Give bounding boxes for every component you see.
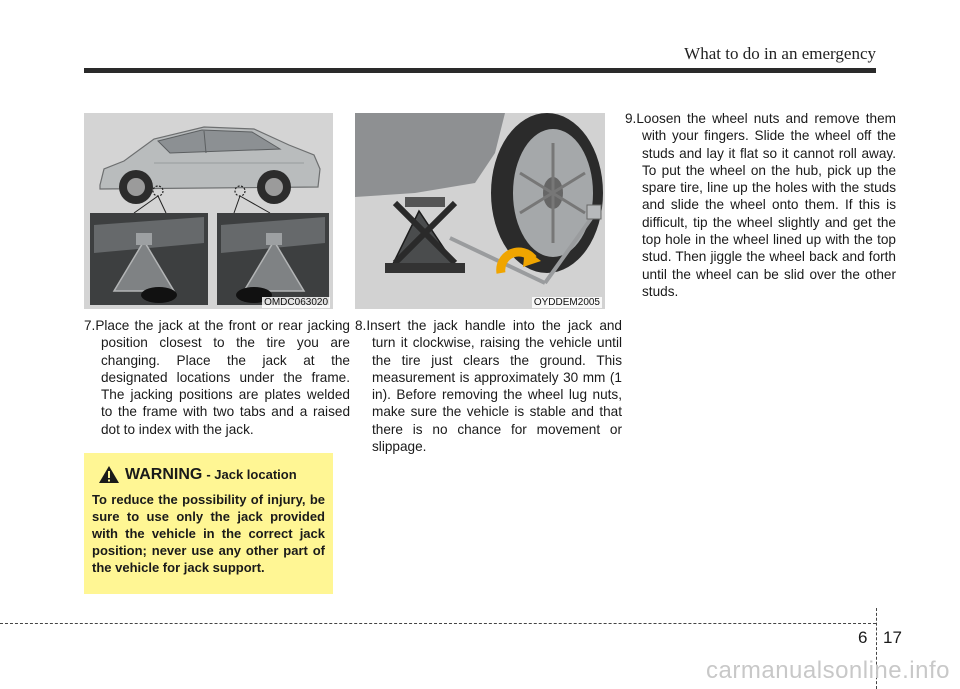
figure-code: OYDDEM2005 [533,297,600,308]
figure-jacking-points [84,113,333,309]
header-rule [84,68,876,73]
page-number: 17 [883,628,902,647]
warning-title: WARNING [125,465,203,483]
step-text: Place the jack at the front or rear jacking position closest to the tire you are changing. Place the jack at the designated locations under the frame. The jacking positions are plates welded to the frame with two tabs and a raised dot to index with the jack. [95,318,350,437]
step-number: 8. [355,318,367,333]
figure-jack-handle [355,113,605,309]
section-title: What to do in an emergency [684,44,876,63]
car-jacking-illustration [84,113,333,309]
footer-rule [0,623,876,624]
step-8-paragraph [355,317,622,455]
step-number: 9. [625,111,637,126]
step-7-paragraph [84,317,350,438]
warning-box [84,453,333,594]
chapter-number: 6 [858,628,868,647]
watermark: carmanualsonline.info [706,657,950,684]
warning-triangle-icon [98,465,120,484]
figure-code: OMDC063020 [264,297,328,308]
jack-handle-illustration [355,113,605,309]
step-text: Insert the jack handle into the jack and turn it clockwise, raising the vehicle until the tire just clears the ground. This measurement is approximately 30 mm (1 in). Before removing the wheel lug nuts, make sure the vehicle is stable and that there is no chance for movement or slippage. [366,318,622,455]
warning-subtitle: - Jack location [206,467,297,482]
warning-header [98,465,325,484]
step-number: 7. [84,318,96,333]
step-text: Loosen the wheel nuts and remove them with your fingers. Slide the wheel off the studs and lay it flat so it cannot roll away. To put the wheel on the hub, pick up the spare tire, line up the holes with the studs and slide the wheel onto them. If this is difficult, tip the wheel slightly and get the top hole in the wheel lined up with the top stud. Then jiggle the wheel back and forth until the wheel can be slid over the other studs. [636,111,896,299]
warning-body: To reduce the possibility of injury, be sure to use only the jack provided with the vehicle in the correct jack position; never use any other part of the vehicle for jack support. [92,492,325,575]
step-9-paragraph [625,110,896,300]
